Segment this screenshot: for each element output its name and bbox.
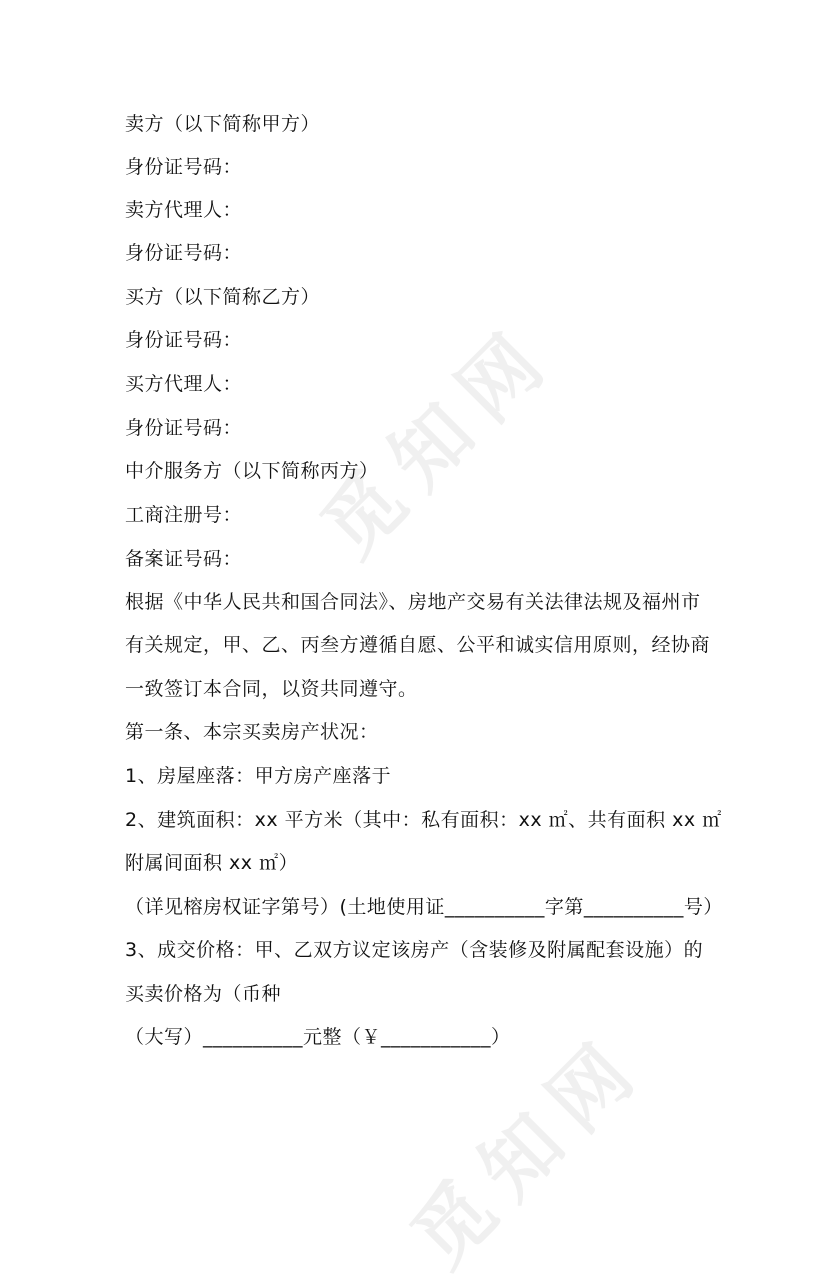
buyer-heading: 买方（以下简称乙方） [125, 286, 321, 308]
seller-heading: 卖方（以下简称甲方） [125, 113, 321, 135]
buyer-id-label: 身份证号码： [125, 329, 243, 351]
preamble-line: 有关规定，甲、乙、丙叁方遵循自愿、公平和诚实信用原则，经协商 [125, 634, 711, 656]
preamble-line: 根据《中华人民共和国合同法》、房地产交易有关法律法规及福州市 [125, 591, 701, 613]
article-one-heading: 第一条、本宗买卖房产状况： [125, 721, 379, 743]
intermediary-heading: 中介服务方（以下简称丙方） [125, 460, 379, 482]
clause-area: 2、建筑面积：xx 平方米（其中：私有面积：xx ㎡、共有面积 xx ㎡ [125, 809, 722, 831]
watermark: 觅知网 [305, 307, 573, 575]
business-registration-label: 工商注册号： [125, 504, 243, 526]
filing-number-label: 备案证号码： [125, 548, 243, 570]
clause-price-amount: （大写）__________元整（￥___________） [125, 1026, 511, 1048]
preamble-line: 一致签订本合同，以资共同遵守。 [125, 678, 418, 700]
seller-agent-label: 卖方代理人： [125, 199, 243, 221]
watermark: 觅知网 [395, 1017, 663, 1285]
seller-agent-id-label: 身份证号码： [125, 242, 243, 264]
clause-area-continued: 附属间面积 xx ㎡） [125, 852, 299, 874]
buyer-agent-label: 买方代理人： [125, 373, 243, 395]
clause-location: 1、房屋座落：甲方房产座落于 [125, 765, 392, 787]
clause-price-continued: 买卖价格为（币种 [125, 983, 282, 1005]
clause-price: 3、成交价格：甲、乙双方议定该房产（含装修及附属配套设施）的 [125, 939, 704, 961]
clause-certificate-ref: （详见榕房权证字第号）(土地使用证__________字第__________号） [125, 896, 723, 918]
seller-id-label: 身份证号码： [125, 156, 243, 178]
buyer-agent-id-label: 身份证号码： [125, 417, 243, 439]
